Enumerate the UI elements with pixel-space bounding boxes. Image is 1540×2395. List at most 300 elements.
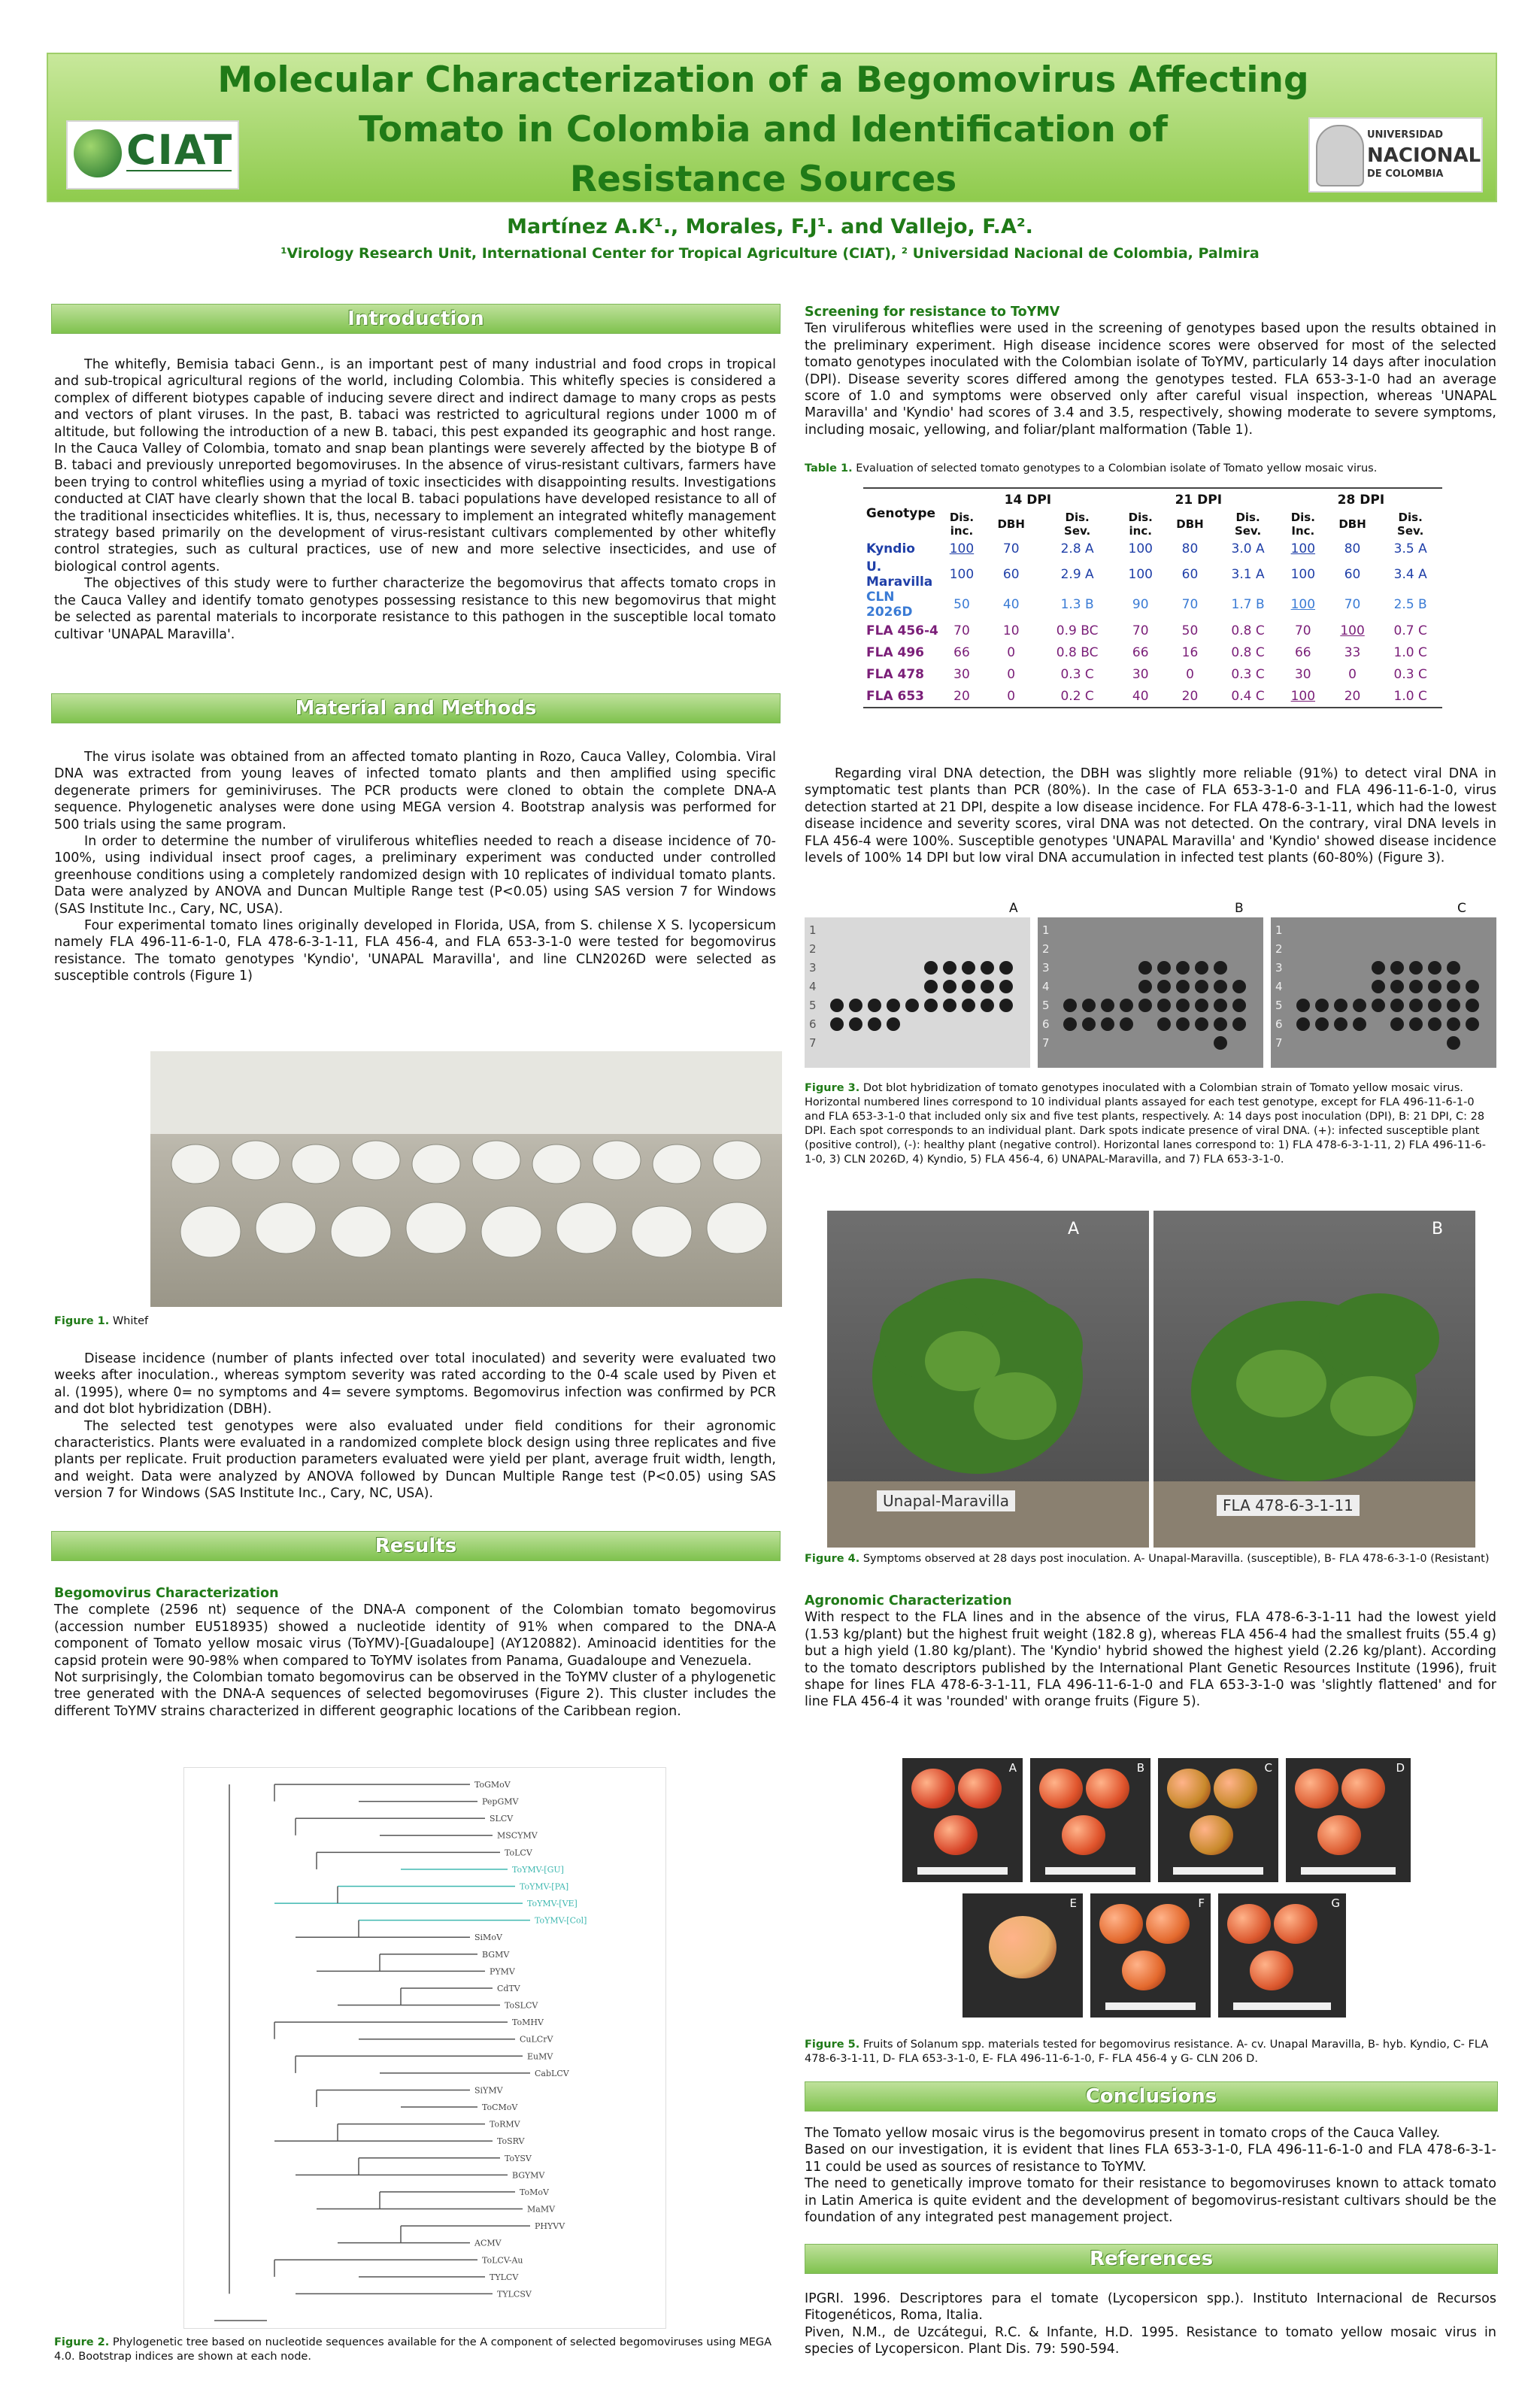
blot-spot [1138,999,1152,1012]
blot-spot [999,980,1013,993]
table-cell: 50 [953,597,970,612]
phylogenetic-tree [183,1767,666,2329]
tomato-fruit [1122,1951,1166,1990]
blot-spot [1214,1036,1227,1050]
lane-number: 3 [1275,961,1283,975]
blot-spot [1390,961,1404,975]
table-cell: 0.9 BC [1056,623,1099,638]
panel-label: C [1264,1761,1272,1775]
section-introduction: Introduction [51,304,781,334]
blot-spot [1157,999,1171,1012]
table-cell: 0 [1186,666,1194,682]
tree-leaf-label: ToSLCV [505,2000,538,2011]
tomato-fruit [989,1916,1056,1978]
globe-icon [74,129,122,177]
fruit-photo [1218,1893,1346,2018]
panel-label: G [1331,1896,1340,1910]
genotype-cell: U. Maravilla [866,559,933,590]
sub-dis-sev: Dis. Sev. [1064,511,1091,538]
fruit-photo [962,1893,1083,2018]
panel-label: B [1136,1761,1144,1775]
table-cell: 70 [1344,597,1361,612]
lane-number: 6 [1042,1017,1050,1031]
blot-spot [1214,961,1227,975]
table-cell: 100 [1290,541,1316,556]
tomato-fruit [1317,1815,1361,1855]
tomato-fruit [911,1769,955,1808]
blot-spot [830,1017,844,1031]
lane-number: 5 [1275,999,1283,1012]
lane-number: 4 [1042,980,1050,993]
blot-spot [1176,999,1190,1012]
tree-leaf-label: ACMV [474,2238,502,2248]
blot-spot [868,999,881,1012]
blot-spot [1195,999,1208,1012]
tomato-fruit [1146,1904,1190,1944]
table-cell: 100 [1290,688,1316,704]
blot-spot [1296,1017,1310,1031]
tree-leaf-label: PHYVV [535,2221,565,2232]
plant-tag: Unapal-Maravilla [877,1490,1015,1511]
tomato-fruit [1190,1815,1233,1855]
lane-number: 6 [1275,1017,1283,1031]
table-cell: 50 [1181,623,1199,638]
fruit-photo [1090,1893,1211,2018]
screening-text: Screening for resistance to ToYMV Ten viruliferous whiteflies were used in the screening of genotypes based upon the results obtained in the preliminary experiment. High disease incidence scores were observed for most of the selected tomato genotypes inoculated with the Colombian isolate of ToYMV, particularly 14 days after inoculation (DPI). Disease severity scores differed among the genotypes tested. FLA 653-3-1-0 had an average score of 1.0 and symptoms were observed only after careful visual inspection, whereas 'UNAPAL Maravilla' and 'Kyndio' had scores of 3.4 and 3.5, respectively, showing moderate to severe symptoms, including mosaic, yellowing, and foliar/plant malformation (Table 1). [805,305,1496,438]
lane-number: 1 [1042,923,1050,937]
table-cell: 0.3 C [1231,666,1265,682]
table-cell: 3.0 A [1231,541,1265,556]
panel-label: F [1198,1896,1205,1910]
lane-number: 3 [809,961,817,975]
tree-leaf-label: ToYMV-[GU] [512,1864,564,1875]
table-row [863,641,1442,663]
tomato-fruit [1214,1769,1257,1808]
tomato-fruit [1039,1769,1083,1808]
tree-leaf-label: ToLCV [505,1848,532,1858]
blot-spot [1447,999,1460,1012]
blot-spot [1372,980,1385,993]
tree-leaf-label: ToGMoV [474,1780,511,1790]
table-cell: 100 [1128,567,1153,582]
blot-spot [1214,999,1227,1012]
tree-leaf-label: ToMoV [520,2187,549,2197]
blot-panel [1271,917,1496,1068]
table1-caption: Table 1. Evaluation of selected tomato genotypes to a Colombian isolate of Tomato yellow mosaic virus. [805,462,1378,474]
table-cell: 0 [1007,666,1016,682]
tomato-fruit [1086,1769,1129,1808]
section-results: Results [51,1531,781,1561]
table-cell: 0.8 C [1231,644,1265,660]
poster-title: Molecular Characterization of a Begomovirus Affecting Tomato in Colombia and Identification of Resistance Sources [217,59,1309,200]
lane-number: 4 [1275,980,1283,993]
table-cell: 0.7 C [1393,623,1427,638]
lane-number: 5 [1042,999,1050,1012]
ciat-logo: CIAT [66,120,239,189]
table-cell: 0 [1007,688,1016,704]
blot-spot [1390,999,1404,1012]
table-cell: 60 [1181,567,1199,582]
table-cell: 1.7 B [1231,597,1265,612]
lane-number: 2 [1042,942,1050,956]
table-cell: 100 [949,567,975,582]
dot-blot-figure [805,901,1496,1071]
table-row [863,559,1442,590]
panel-label: B [1432,1220,1444,1238]
blot-spot [1409,980,1423,993]
blot-spot [1466,1017,1479,1031]
blot-spot [1195,1017,1208,1031]
blot-spot [1353,1017,1366,1031]
table-cell: 30 [1294,666,1311,682]
section-conclusions: Conclusions [805,2081,1498,2112]
label-strip [1045,1867,1135,1875]
lane-number: 6 [809,1017,817,1031]
table-cell: 90 [1132,597,1149,612]
tomato-fruit [1295,1769,1338,1808]
table-cell: 3.1 A [1231,567,1265,582]
table-cell: 0 [1007,644,1016,660]
panel-label: A [1008,1761,1017,1775]
tree-leaf-label: ToMHV [512,2018,544,2028]
table-cell: 0 [1348,666,1357,682]
dna-detection-text: Regarding viral DNA detection, the DBH was slightly more reliable (91%) to detect viral DNA in symptomatic test plants than PCR (80%). In the case of FLA 653-3-1-0 and FLA 496-11-6-1-0, virus detection started at 21 DPI, despite a low disease incidence. For FLA 478-6-3-1-11, which had the lowest disease incidence and severity scores, viral DNA was not detected. On the contrary, viral DNA levels in FLA 456-4 were 100%. Susceptible genotypes 'UNAPAL Maravilla' and 'Kyndio' showed disease incidence levels of 100% 14 DPI but low viral DNA accumulation in infected test plants (60-80%) (Figure 3). [805,766,1496,866]
tree-leaf-label: TYLCV [490,2272,519,2282]
tree-leaf-label: ToLCV-Au [482,2255,523,2266]
blot-spot [1466,999,1479,1012]
table-cell: 20 [1181,688,1199,704]
blot-spot [1353,999,1366,1012]
blot-spot [1334,999,1348,1012]
tree-leaf-label: BGYMV [512,2170,545,2181]
blot-spot [1176,980,1190,993]
table-cell: 3.4 A [1393,567,1427,582]
blot-spot [1409,1017,1423,1031]
genotype-cell: CLN 2026D [866,590,913,620]
blot-spot [1232,1017,1246,1031]
tree-leaf-label: EuMV [527,2051,553,2062]
blot-spot [1138,980,1152,993]
blot-spot [830,999,844,1012]
group-14dpi: 14 DPI [1004,492,1052,508]
blot-spot [1466,980,1479,993]
blot-spot [1447,961,1460,975]
group-21dpi: 21 DPI [1175,492,1223,508]
table-cell: 0.4 C [1231,688,1265,704]
tree-leaf-label: SiMoV [474,1933,502,1943]
references-text: IPGRI. 1996. Descriptores para el tomate (Lycopersicon spp.). Instituto Internacional de Recursos Fitogenéticos, Roma, Italia. Piven, N.M., de Uzcátegui, R.C. & Infante, H.D. 1995. Resistance to tomato yellow mosaic virus in species of Lycopersicon. Plant Dis. 79: 590-594. [805,2291,1496,2357]
table-cell: 30 [953,666,970,682]
table-cell: 70 [953,623,970,638]
genotype-cell: FLA 456-4 [866,623,938,638]
blot-spot [1101,999,1114,1012]
table-cell: 33 [1344,644,1361,660]
col-genotype: Genotype [865,505,936,521]
blot-spot [924,999,938,1012]
tomato-fruit [1341,1769,1385,1808]
figure1-caption: Figure 1. Whitef [54,1315,149,1327]
blot-spot [849,999,862,1012]
label-strip [1105,2002,1196,2010]
tree-leaf-label: ToSRV [497,2136,525,2147]
blot-spot [981,999,994,1012]
lane-number: 7 [809,1036,817,1050]
tree-leaf-label: ToYMV-[Col] [535,1915,587,1926]
table-row [863,590,1442,620]
table-cell: 16 [1181,644,1199,660]
table-cell: 66 [953,644,970,660]
label-strip [1233,2002,1331,2010]
blot-spot [924,980,938,993]
table-cell: 40 [1132,688,1149,704]
results-text: Begomovirus Characterization The complete (2596 nt) sequence of the DNA-A component of the Colombian tomato begomovirus (accession number EU518935) showed a nucleotide identity of 91% when compared to the DNA-A component of Tomato yellow mosaic virus (ToYMV)-[Guadaloupe] (AY120882). Aminoacid identities for the capsid protein were 90-98% when compared to ToYMV isolates from Panama, Guadaloupe and Venezuela. Not surprisingly, the Colombian tomato begomovirus can be observed in the ToYMV cluster of a phylogenetic tree generated with the DNA-A sequences of selected begomoviruses (Figure 2). This cluster includes the different ToYMV strains characterized in different geographic locations of the Caribbean region. [54,1586,776,1719]
table-row [863,538,1442,559]
tree-leaf-label: CdTV [497,1983,520,1993]
lane-number: 3 [1042,961,1050,975]
authors: Martínez A.K¹., Morales, F.J¹. and Vallejo, F.A². [507,215,1033,238]
plant-photo-b [1153,1211,1475,1548]
tree-leaf-label: PYMV [490,1966,515,1977]
blot-spot [1214,1017,1227,1031]
table-cell: 0.8 C [1231,623,1265,638]
tomato-fruit [1227,1904,1271,1944]
table-cell: 70 [1002,541,1020,556]
greenhouse-illustration [150,1051,782,1307]
tree-leaf-label: MSCYMV [497,1830,538,1841]
label-strip [1301,1867,1396,1875]
blot-spot [1409,961,1423,975]
blot-spot [962,961,975,975]
plant-photo-a [827,1211,1149,1548]
conclusions-text: The Tomato yellow mosaic virus is the begomovirus present in tomato crops of the Cauca Valley. Based on our investigation, it is evident that lines FLA 653-3-1-0, FLA 496-11-6-1-0 and FLA 478-6-3-1-11 could be used as sources of resistance to ToYMV. The need to genetically improve tomato for their resistance to begomoviruses known to attack tomato in Latin America is quite evident and the development of begomovirus-resistant cultivars should be the foundation of any integrated pest management project. [805,2126,1496,2226]
table-cell: 0.2 C [1060,688,1094,704]
lane-number: 2 [809,942,817,956]
tree-leaf-label: CuLCrV [520,2034,553,2045]
tree-leaf-label: MaMV [527,2204,556,2215]
blot-spot [962,980,975,993]
affiliations: ¹Virology Research Unit, International Center for Tropical Agriculture (CIAT), ² Universidad Nacional de Colombia, Palmira [280,245,1260,262]
blot-spot [962,999,975,1012]
table-cell: 0.8 BC [1056,644,1099,660]
table-cell: 0.3 C [1393,666,1427,682]
tree-leaf-label: SiYMV [474,2085,503,2096]
table-cell: 1.0 C [1393,688,1427,704]
lane-number: 1 [809,923,817,937]
blot-spot [1315,999,1329,1012]
blot-spot [924,961,938,975]
tomato-fruit [1167,1769,1211,1808]
blot-spot [1372,961,1385,975]
table-cell: 66 [1294,644,1311,660]
table-row [863,620,1442,641]
panel-label: B [1235,901,1244,916]
blot-spot [849,1017,862,1031]
panel-label: A [1009,901,1018,916]
blot-spot [1447,1036,1460,1050]
blot-spot [1157,1017,1171,1031]
fruit-photo [1286,1758,1411,1882]
blot-spot [1447,980,1460,993]
fruit-photo [1030,1758,1150,1882]
blot-spot [887,1017,900,1031]
table-cell: 100 [1128,541,1153,556]
methods-text-2: Disease incidence (number of plants infected over total inoculated) and severity were evaluated two weeks after inoculation., whereas symptom severity was rated according to the 0-4 scale used by Piven et al. (1995), where 0= no symptoms and 4= severe symptoms. Begomovirus infection was confirmed by PCR and dot blot hybridization (DBH). The selected test genotypes were also evaluated under field conditions for their agronomic characteristics. Plants were evaluated in a randomized complete block design using three replicates and five plants per replicate. Fruit production parameters evaluated were yield per plant, average fruit width, length, and weight. Data were analyzed by ANOVA followed by Duncan Multiple Range test (P<0.05) using SAS version 7 for Windows (SAS Institute Inc., Cary, NC, USA). [54,1351,776,1502]
blot-spot [1195,980,1208,993]
blot-spot [1296,999,1310,1012]
plant-tag: FLA 478-6-3-1-11 [1217,1495,1360,1516]
table-row [863,685,1442,707]
lane-number: 2 [1275,942,1283,956]
table-cell: 70 [1132,623,1149,638]
label-strip [1173,1867,1263,1875]
group-28dpi: 28 DPI [1337,492,1385,508]
blot-spot [1334,1017,1348,1031]
blot-spot [1063,1017,1077,1031]
blot-spot [1082,1017,1096,1031]
sub-dis-sev: Dis. Sev. [1397,511,1424,538]
blot-panel [805,917,1030,1068]
sub-dis-inc: Dis. inc. [1128,511,1153,538]
figure3-caption: Figure 3. Dot blot hybridization of tomato genotypes inoculated with a Colombian strain of Tomato yellow mosaic virus. Horizontal numbered lines correspond to 10 individual plants assayed for each test genotype, except for FLA 496-11-6-1-0 and FLA 653-3-1-0 that included only six and five test plants, respectively. A: 14 days post inoculation (DPI), B: 21 DPI, C: 28 DPI. Each spot corresponds to an individual plant. Dark spots indicate presence of viral DNA. (+): infected susceptible plant (positive control), (-): healthy plant (negative control). Horizontal lanes correspond to: 1) FLA 478-6-3-1-11, 2) FLA 496-11-6-1-0, 3) CLN 2026D, 4) Kyndio, 5) FLA 456-4, 6) UNAPAL-Maravilla, and 7) FLA 653-3-1-0. [805,1082,1487,1166]
blot-spot [943,961,956,975]
agronomic-text: Agronomic Characterization With respect to the FLA lines and in the absence of the virus, FLA 478-6-3-1-11 had the lowest yield (1.53 kg/plant) but the highest fruit weight (182.8 g), whereas FLA 456-4 had the smallest fruits (55.4 g) but a high yield (1.80 kg/plant). The 'Kyndio' hybrid showed the highest yield (2.26 kg/plant). According to the tomato descriptors published by the International Plant Genetic Resources Institute (1996), fruit shape for lines FLA 478-6-3-1-11, FLA 496-11-6-1-0 and FLA 653-3-1-0 was 'slightly flattened' and for line FLA 456-4 it was 'rounded' with orange fruits (Figure 5). [805,1593,1496,1710]
blot-spot [1390,980,1404,993]
tomato-fruit [1062,1815,1105,1855]
tree-leaf-label: ToYSV [505,2153,532,2163]
blot-spot [1409,999,1423,1012]
tree-leaf-label: ToCMoV [482,2102,518,2113]
panel-label: C [1457,901,1466,916]
methods-text: The virus isolate was obtained from an affected tomato planting in Rozo, Cauca Valley, Colombia. Viral DNA was extracted from young leaves of infected tomato plants and then amplified using specific degenerate primers for geminiviruses. The PCR products were cloned to obtain the complete DNA-A sequence. Phylogenetic analyses were done using MEGA version 4. Bootstrap analysis was performed for 500 trials using the same program. In order to determine the number of viruliferous whiteflies needed to reach a disease incidence of 70-100%, using individual insect proof cages, a preliminary experiment was conducted under controlled greenhouse conditions using a completely randomized design with 10 replicates of individual tomato plants. Data were analyzed by ANOVA and Duncan Multiple Range test (P<0.05) using SAS version 7 for Windows (SAS Institute Inc., Cary, NC, USA). Four experimental tomato lines originally developed in Florida, USA, from S. chilense X S. lycopersicum namely FLA 496-11-6-1-0, FLA 478-6-3-1-11, FLA 456-4, and FLA 653-3-1-0 were tested for begomovirus resistance. The tomato genotypes 'Kyndio', 'UNAPAL Maravilla', and line CLN2026D were selected as susceptible controls (Figure 1) [54,750,776,984]
label-strip [917,1867,1008,1875]
intro-text: The whitefly, Bemisia tabaci Genn., is an important pest of many industrial and food crops in tropical and sub-tropical agricultural regions of the world, including Colombia. This whitefly species is considered a complex of different biotypes capable of inducing severe direct and indirect damage to many crops as pests and vectors of plant viruses. In the past, B. tabaci was restricted to agricultural regions under 1000 m of altitude, but following the introduction of a new B. tabaci, this pest expanded its geographic and host range. In the Cauca Valley of Colombia, tomato and snap bean plantings were severely affected by the biotype B of B. tabaci and previously unreported begomoviruses. In the absence of virus-resistant cultivars, farmers have been trying to control whiteflies using a myriad of toxic insecticides with disappointing results. Investigations conducted at CIAT have clearly shown that the local B. tabaci populations have developed resistance to all of the traditional insecticides whiteflies. It is, thus, necessary to implement an integrated whitefly management strategy based primarily on the development of virus-resistant cultivars complemented by other whitefly control strategies, such as cultural practices, use of new and more selective insecticides, and use of biological control agents. The objectives of this study were to further characterize the begomovirus that affects tomato crops in the Cauca Valley and identify tomato genotypes possessing resistance to this new begomovirus that might be selected as parental materials to incorporate resistance to this pathogen in the susceptible local tomato cultivar 'UNAPAL Maravilla'. [54,357,776,642]
table-cell: 2.9 A [1060,567,1094,582]
blot-spot [1082,999,1096,1012]
table-cell: 70 [1294,623,1311,638]
blot-spot [1428,961,1441,975]
genotype-cell: FLA 478 [866,666,925,682]
blot-spot [1232,999,1246,1012]
table-cell: 40 [1002,597,1020,612]
blot-spot [1176,1017,1190,1031]
tree-leaf-label: SLCV [490,1814,514,1824]
table-row [863,663,1442,685]
fruit-figure [902,1758,1411,2021]
table-cell: 1.3 B [1060,597,1094,612]
panel-label: A [1068,1220,1080,1238]
table-cell: 60 [1344,567,1361,582]
table1-grid [863,489,1442,707]
table-cell: 100 [1340,623,1365,638]
fruit-photo [1158,1758,1278,1882]
panel-label: D [1396,1761,1405,1775]
sub-dbh: DBH [1176,517,1204,531]
table-cell: 80 [1181,541,1199,556]
genotype-cell: Kyndio [866,541,915,556]
unal-logo: UNIVERSIDAD NACIONAL DE COLOMBIA [1308,117,1483,193]
section-methods: Material and Methods [51,693,781,723]
tomato-fruit [1099,1904,1143,1944]
blot-panel [1038,917,1263,1068]
tomato-fruit [958,1769,1002,1808]
blot-spot [1372,999,1385,1012]
table-cell: 70 [1181,597,1199,612]
sub-dis-inc: Dis. Inc. [1290,511,1315,538]
table-cell: 100 [1290,567,1316,582]
blot-spot [868,1017,881,1031]
tree-leaf-label: TYLCSV [497,2289,532,2300]
table-cell: 2.8 A [1060,541,1094,556]
lane-number: 5 [809,999,817,1012]
table-cell: 2.5 B [1393,597,1427,612]
table-cell: 80 [1344,541,1361,556]
lane-number: 1 [1275,923,1283,937]
table-cell: 3.5 A [1393,541,1427,556]
blot-spot [1315,1017,1329,1031]
blot-spot [981,961,994,975]
tomato-fruit [1250,1951,1293,1990]
tree-leaf-label: CabLCV [535,2068,569,2078]
table-cell: 20 [1344,688,1361,704]
blot-spot [1232,980,1246,993]
sub-dbh: DBH [1338,517,1366,531]
figure2-caption: Figure 2. Phylogenetic tree based on nucleotide sequences available for the A component of selected begomoviruses using MEGA 4.0. Bootstrap indices are shown at each node. [54,2336,772,2363]
greenhouse-photo [150,1051,782,1307]
lane-number: 7 [1042,1036,1050,1050]
blot-spot [1428,1017,1441,1031]
blot-spot [1447,1017,1460,1031]
table-cell: 60 [1002,567,1020,582]
genotype-cell: FLA 496 [866,644,925,660]
blot-spot [981,980,994,993]
genotype-cell: FLA 653 [866,688,925,704]
tree-leaf-label: PepGMV [482,1796,519,1807]
lane-number: 7 [1275,1036,1283,1050]
tree-diagram [184,1768,665,2328]
blot-spot [905,999,919,1012]
sub-dis-sev: Dis. Sev. [1234,511,1262,538]
tree-leaf-label: ToYMV-[PA] [520,1881,569,1892]
sub-dbh: DBH [997,517,1025,531]
table-cell: 30 [1132,666,1149,682]
table-cell: 66 [1132,644,1149,660]
blot-spot [1120,1017,1133,1031]
table-cell: 100 [1290,597,1316,612]
tree-leaf-label: ToRMV [490,2119,520,2130]
figure5-caption: Figure 5. Fruits of Solanum spp. materials tested for begomovirus resistance. A- cv. Unapal Maravilla, B- hyb. Kyndio, C- FLA 478-6-3-1-11, D- FLA 653-3-1-0, E- FLA 496-11-6-1-0, F- FLA 456-4 y G- CLN 206 D. [805,2039,1489,2065]
tree-leaf-label: BGMV [482,1949,510,1960]
table1 [863,487,1442,708]
fruit-photo [902,1758,1023,1882]
blot-spot [1157,961,1171,975]
crest-icon [1316,125,1364,186]
blot-spot [1428,980,1441,993]
blot-spot [887,999,900,1012]
tomato-fruit [1274,1904,1317,1944]
blot-spot [1138,961,1152,975]
blot-spot [1390,1017,1404,1031]
tomato-fruit [934,1815,978,1855]
table-cell: 0.3 C [1060,666,1094,682]
blot-spot [999,999,1013,1012]
panel-label: E [1069,1896,1077,1910]
section-references: References [805,2244,1498,2274]
blot-spot [1428,999,1441,1012]
figure4-caption: Figure 4. Symptoms observed at 28 days post inoculation. A- Unapal-Maravilla. (susceptible), B- FLA 478-6-3-1-0 (Resistant) [805,1553,1490,1565]
blot-spot [1176,961,1190,975]
blot-spot [943,999,956,1012]
blot-spot [1195,961,1208,975]
